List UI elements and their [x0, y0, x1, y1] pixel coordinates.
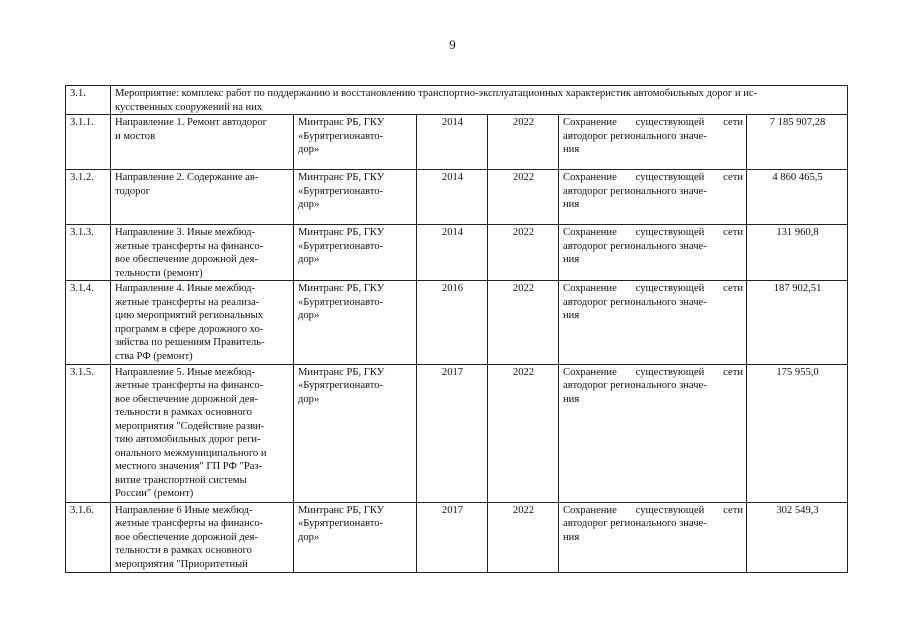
start-year-cell — [417, 281, 488, 364]
end-year-cell — [488, 225, 559, 281]
section-title: Мероприятие: комплекс работ по поддержанию и восстановлению транспортно-эксплуатационных характеристик автомобильных дорог и ис- кусственных сооружений на них — [115, 88, 758, 113]
result-text: Сохранение существующей сети автодорог регионального значе- ния — [563, 504, 743, 543]
result-cell — [559, 502, 747, 572]
direction-text: Направление 1. Ремонт автодорог и мостов — [115, 117, 267, 142]
direction-cell — [111, 170, 294, 225]
row-number-text: 3.1.2. — [70, 172, 94, 184]
start-year: 2014 — [441, 172, 464, 184]
end-year: 2022 — [512, 283, 535, 295]
table-row — [66, 225, 848, 281]
end-year: 2022 — [512, 504, 535, 516]
row-number — [66, 364, 111, 502]
result-text: Сохранение существующей сети автодорог регионального значе- ния — [563, 172, 743, 211]
executor-text: Минтранс РБ, ГКУ «Бурятрегионавто- дор» — [298, 366, 385, 405]
executor-text: Минтранс РБ, ГКУ «Бурятрегионавто- дор» — [298, 283, 385, 322]
end-year: 2022 — [512, 366, 535, 378]
start-year: 2017 — [441, 504, 464, 516]
executor-cell — [294, 115, 417, 170]
amount-cell — [747, 502, 848, 572]
row-number-text: 3.1.5. — [70, 366, 94, 378]
amount-value: 175 955,0 — [776, 366, 819, 378]
start-year-cell — [417, 170, 488, 225]
executor-text: Минтранс РБ, ГКУ «Бурятрегионавто- дор» — [298, 117, 385, 156]
section-number-cell — [66, 86, 111, 115]
amount-value: 7 185 907,28 — [769, 117, 826, 129]
table-row — [66, 281, 848, 364]
direction-cell — [111, 115, 294, 170]
section-header-row — [66, 86, 848, 115]
start-year-cell — [417, 502, 488, 572]
end-year-cell — [488, 115, 559, 170]
amount-value: 4 860 465,5 — [772, 172, 823, 184]
end-year: 2022 — [512, 117, 535, 129]
direction-cell — [111, 281, 294, 364]
table-row — [66, 115, 848, 170]
row-number — [66, 281, 111, 364]
executor-cell — [294, 225, 417, 281]
table-row — [66, 364, 848, 502]
result-text: Сохранение существующей сети автодорог регионального значе- ния — [563, 227, 743, 266]
direction-text: Направление 2. Содержание ав- тодорог — [115, 172, 259, 197]
executor-text: Минтранс РБ, ГКУ «Бурятрегионавто- дор» — [298, 504, 385, 543]
start-year-cell — [417, 115, 488, 170]
row-number — [66, 225, 111, 281]
executor-text: Минтранс РБ, ГКУ «Бурятрегионавто- дор» — [298, 172, 385, 211]
row-number-text: 3.1.6. — [70, 504, 94, 516]
row-number — [66, 502, 111, 572]
amount-cell — [747, 281, 848, 364]
amount-value: 131 960,8 — [776, 227, 819, 239]
direction-text: Направление 6 Иные межбюд- жетные трансферты на финансо- вое обеспечение дорожной дея- тельности в рамках основного мероприятия "Приоритетный — [115, 504, 264, 570]
amount-value: 187 902,51 — [773, 283, 822, 295]
row-number-text: 3.1.3. — [70, 227, 94, 239]
end-year-cell — [488, 281, 559, 364]
result-cell — [559, 225, 747, 281]
direction-text: Направление 4. Иные межбюд- жетные трансферты на реализа- цию мероприятий региональных программ в сфере дорожного хо- зяйства по решениям Правитель- ства РФ (ремонт) — [115, 283, 265, 363]
executor-text: Минтранс РБ, ГКУ «Бурятрегионавто- дор» — [298, 227, 385, 266]
result-cell — [559, 364, 747, 502]
result-text: Сохранение существующей сети автодорог регионального значе- ния — [563, 283, 743, 322]
executor-cell — [294, 170, 417, 225]
result-text: Сохранение существующей сети автодорог регионального значе- ния — [563, 366, 743, 405]
result-cell — [559, 115, 747, 170]
executor-cell — [294, 364, 417, 502]
direction-text: Направление 3. Иные межбюд- жетные трансферты на финансо- вое обеспечение дорожной дея- тельности (ремонт) — [115, 227, 264, 279]
start-year-cell — [417, 225, 488, 281]
direction-cell — [111, 225, 294, 281]
table-row — [66, 502, 848, 572]
end-year-cell — [488, 364, 559, 502]
end-year-cell — [488, 502, 559, 572]
start-year: 2017 — [441, 366, 464, 378]
amount-value: 302 549,3 — [776, 504, 819, 516]
direction-cell — [111, 502, 294, 572]
executor-cell — [294, 502, 417, 572]
program-activities-table — [65, 85, 848, 573]
row-number — [66, 115, 111, 170]
amount-cell — [747, 364, 848, 502]
amount-cell — [747, 225, 848, 281]
direction-text: Направление 5. Иные межбюд- жетные трансферты на финансо- вое обеспечение дорожной дея- тельности в рамках основного мероприятия "Содействие разви- тию автомобильных дорог реги- онального межмуниципального и местного значения" ГП РФ "Раз- витие транспортной системы России" (ремонт) — [115, 366, 267, 500]
start-year: 2014 — [441, 117, 464, 129]
end-year: 2022 — [512, 227, 535, 239]
result-text: Сохранение существующей сети автодорог регионального значе- ния — [563, 117, 743, 156]
row-number — [66, 170, 111, 225]
direction-cell — [111, 364, 294, 502]
start-year: 2014 — [441, 227, 464, 239]
amount-cell — [747, 170, 848, 225]
row-number-text: 3.1.4. — [70, 283, 94, 295]
section-number: 3.1. — [70, 88, 86, 99]
executor-cell — [294, 281, 417, 364]
section-title-cell — [111, 86, 848, 115]
table-row — [66, 170, 848, 225]
end-year-cell — [488, 170, 559, 225]
start-year: 2016 — [441, 283, 464, 295]
start-year-cell — [417, 364, 488, 502]
end-year: 2022 — [512, 172, 535, 184]
row-number-text: 3.1.1. — [70, 117, 94, 129]
amount-cell — [747, 115, 848, 170]
result-cell — [559, 170, 747, 225]
result-cell — [559, 281, 747, 364]
page-number: 9 — [449, 37, 456, 52]
